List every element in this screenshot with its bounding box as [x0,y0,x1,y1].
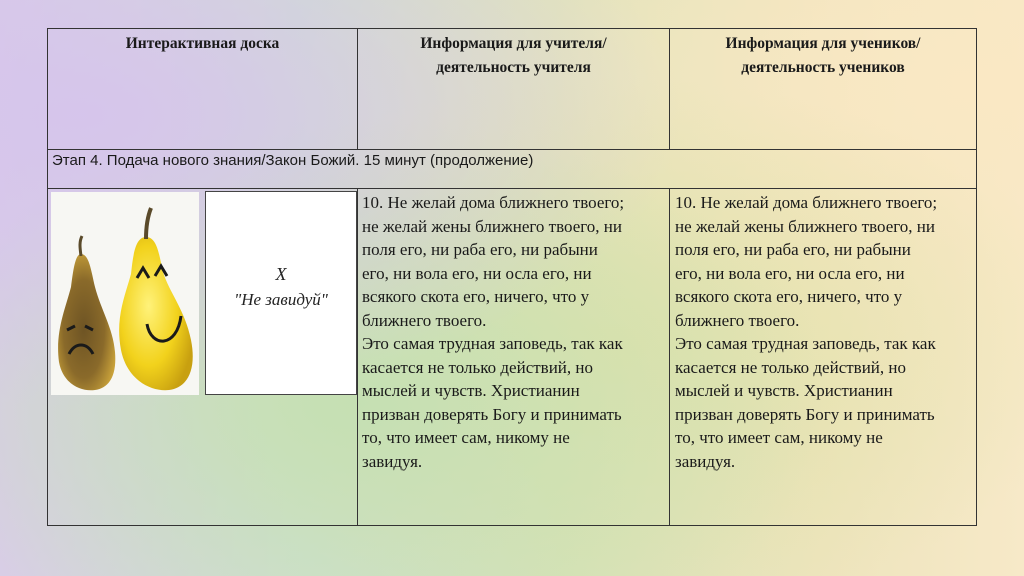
commandment-card [205,191,357,395]
student-text: 10. Не желай дома ближнего твоего; не желай жены ближнего твоего, ни поля его, ни раба его, ни рабыни его, ни вола его, ни осла его, ни всякого скота его, ничего, что у ближнего твоего. Это самая трудная заповедь, так как касается не только действий, но мыслей и чувств. Христианин призван доверять Богу и принимать то, что имеет сам, никому не завидуя. [675,193,938,471]
table-border-stage-bottom [47,188,977,189]
happy-pear-stem [146,208,151,239]
stage-row-text: Этап 4. Подача нового знания/Закон Божий. 15 минут (продолжение) [52,152,534,169]
pears-illustration [51,192,199,395]
commandment-caption: "Не завидуй" [234,290,328,309]
commandment-number: X [275,264,287,284]
header-teacher-info: Информация для учителя/ деятельность учителя [420,35,607,76]
table-border-header-bottom [47,149,977,150]
table-border-bottom [47,525,977,526]
table-divider-1-bottom [357,188,358,526]
pears-image [51,192,199,395]
rotten-pear [58,254,115,390]
teacher-text: 10. Не желай дома ближнего твоего; не желай жены ближнего твоего, ни поля его, ни раба его, ни рабыни его, ни вола его, ни осла его, ни всякого скота его, ничего, что у ближнего твоего. Это самая трудная заповедь, так как касается не только действий, но мыслей и чувств. Христианин призван доверять Богу и принимать то, что имеет сам, никому не завидуя. [362,193,625,471]
header-student-info: Информация для учеников/ деятельность учеников [725,35,921,76]
table-divider-2-bottom [669,188,670,526]
table-border-right [976,28,977,526]
header-interactive-board: Интерактивная доска [125,35,280,52]
happy-pear [119,237,193,390]
rotten-pear-stem [80,236,82,256]
table-border-top [47,28,977,29]
table-border-left [47,28,48,526]
